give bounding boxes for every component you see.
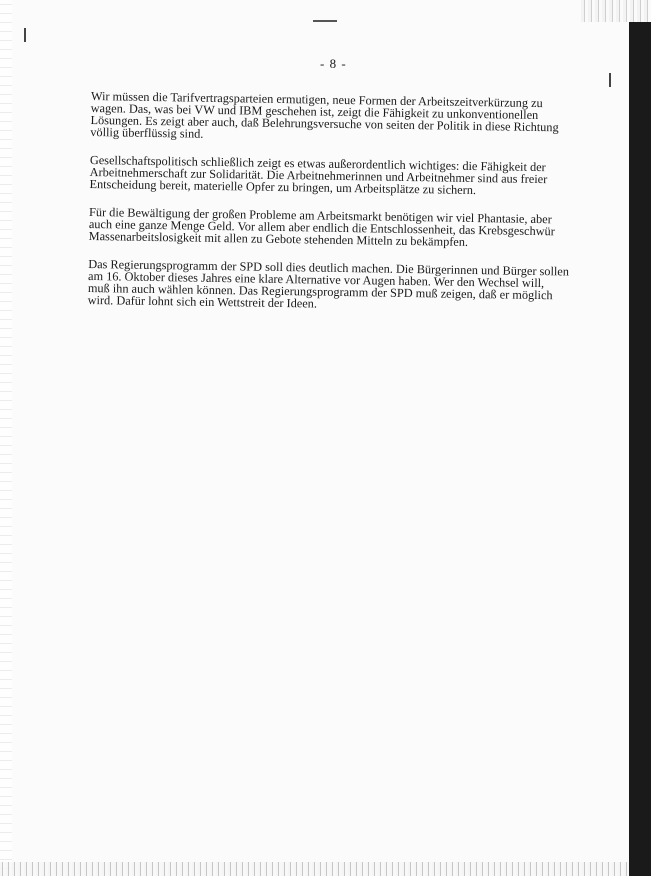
paragraph-tarifvertrag: Wir müssen die Tarifvertragsparteien ermutigen, neue Formen der Arbeitszeitverkürzung zu wagen. Das, was bei VW und IBM geschehen ist, zeigt die Fähigkeit zu unkonventionellen Lösungen. Es zeigt aber auch, daß Belehrungsversuche von seiten der Politik in diese Richtung völlig überflüssig sind. — [90, 89, 559, 141]
paragraph-solidaritaet: Gesellschaftspolitisch schließlich zeigt es etwas außerordentlich wichtiges: die Fähigkeit der Arbeitnehmerschaft zur Solidarität. Die Arbeitnehmerinnen und Arbeitnehmer sind aus freier Entscheidung bereit, materielle Opfer zu bringen, um Arbeitsplätze zu sichern. — [89, 152, 548, 198]
scan-mark-right — [609, 73, 611, 87]
scan-edge-right — [629, 22, 651, 876]
scan-noise-top-right — [581, 0, 651, 22]
paragraph-regierungsprogramm: Das Regierungsprogramm der SPD soll dies deutlich machen. Die Bürgerinnen und Bürger sollen am 16. Oktober dieses Jahres eine klare Alternative vor Augen haben. Wer den Wechsel will, muß ihn auch wählen können. Das Regierungsprogramm der SPD muß zeigen, daß er möglich wird. Dafür lohnt sich ein Wettstreit der Ideen. — [87, 256, 570, 311]
scan-mark-top — [313, 20, 337, 22]
page-number: - 8 - — [320, 56, 347, 71]
scan-mark-left — [24, 28, 26, 42]
paragraph-arbeitsmarkt: Für die Bewältigung der großen Probleme am Arbeitsmarkt benötigen wir viel Phantasie, aber auch eine ganze Menge Geld. Vor allem aber endlich die Entschlossenheit, das Krebsgeschwür Massenarbeitslosigkeit mit allen zu Gebote stehenden Mitteln zu bekämpfen. — [88, 204, 555, 249]
scan-edge-bottom — [0, 862, 629, 876]
scan-edge-left — [0, 0, 12, 876]
document-body — [87, 90, 573, 330]
